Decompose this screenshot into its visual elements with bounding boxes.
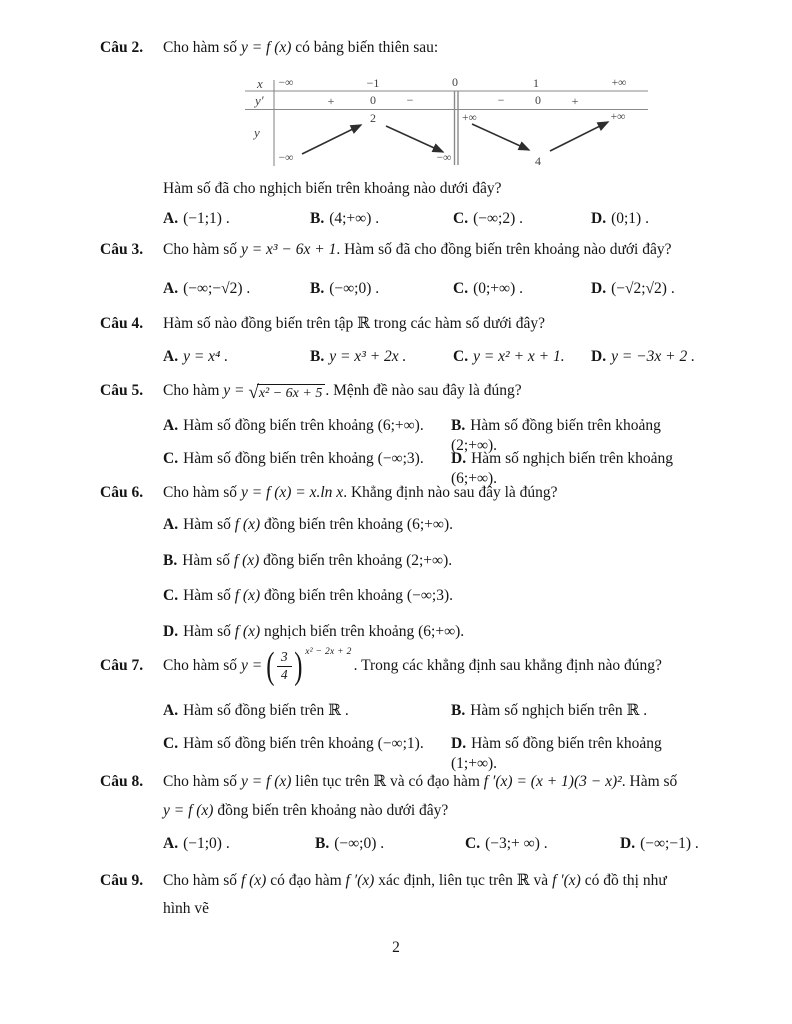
option-b [310, 209, 453, 229]
question-2-text [163, 39, 438, 56]
question-2-label: Câu 2. [100, 39, 144, 56]
table-yprime-zero: 0 [535, 93, 541, 107]
option-c [453, 347, 591, 367]
question-7-stem [100, 645, 715, 687]
option-c [163, 734, 451, 774]
square-root [248, 383, 325, 403]
q6-t1: Cho hàm số [163, 484, 241, 501]
q6-math: y = f (x) = x.ln x [240, 484, 344, 501]
option-text: (−∞;0) . [329, 280, 380, 297]
q8-math-R: ℝ [373, 773, 387, 790]
option-key: C. [163, 450, 179, 467]
q4-t2: trong các hàm số dưới đây? [370, 315, 546, 332]
table-x-value: 0 [452, 75, 458, 89]
option-text: Hàm số đồng biến trên ℝ . [183, 702, 349, 719]
option-a [163, 347, 310, 367]
question-8-label: Câu 8. [100, 773, 144, 790]
radicand: x² − 6x + 5 [257, 384, 326, 403]
option-text: (−∞;0) . [334, 835, 385, 852]
table-x-value: −∞ [278, 77, 294, 89]
q9-t4: và [529, 872, 553, 889]
option-key: C. [163, 735, 179, 752]
q2-t1: Cho hàm số [163, 39, 241, 56]
variation-table [245, 75, 648, 168]
option-math: f (x) [233, 551, 260, 569]
option-key: A. [163, 702, 179, 719]
page-number: 2 [392, 939, 400, 956]
table-y-after-bar: +∞ [462, 112, 477, 124]
option-b [310, 279, 453, 299]
q5-t2: . Mệnh đề nào sau đây là đúng? [325, 382, 522, 399]
option-key: B. [451, 417, 466, 434]
question-4-label: Câu 4. [100, 315, 144, 332]
table-x-label: x [257, 76, 263, 91]
q8-math1: y = f (x) [240, 773, 292, 790]
q9-math1: f (x) [240, 872, 267, 889]
option-text: đồng biến trên khoảng (6;+∞). [260, 516, 453, 533]
q5-math-lhs: y = [223, 382, 245, 399]
question-3-label: Câu 3. [100, 241, 144, 258]
option-text: Hàm số đồng biến trên khoảng (−∞;3). [183, 450, 424, 467]
option-text: Hàm số [183, 622, 235, 640]
option-text: Hàm số nghịch biến trên khoảng (6;+∞). [451, 450, 673, 488]
option-text: (−∞;2) . [473, 210, 523, 227]
q2-t2: có bảng biến thiên sau: [291, 39, 439, 56]
q6-t2: . Khẳng định nào sau đây là đúng? [343, 484, 558, 501]
option-text: (−1;0) . [183, 835, 230, 852]
option-key: A. [163, 348, 179, 365]
q7-t2: . Trong các khẳng định sau khẳng định nào đúng? [353, 657, 662, 675]
q8-math-derivative: f ′(x) = (x + 1)(3 − x)² [483, 773, 622, 790]
question-4-text [163, 315, 545, 332]
option-c [163, 586, 708, 606]
q9-math2: f ′(x) [345, 872, 375, 889]
question-3-options [163, 279, 708, 299]
q7-math-lhs: y = [240, 657, 263, 675]
fraction [277, 649, 292, 682]
option-d [591, 347, 708, 367]
q4-t1: Hàm số nào đồng biến trên tập [163, 315, 358, 332]
option-key: B. [315, 835, 330, 852]
option-key: C. [453, 210, 469, 227]
option-text: y = x³ + 2x . [329, 348, 407, 365]
q3-math: y = x³ − 6x + 1 [240, 241, 337, 258]
table-yprime-zero: 0 [370, 93, 376, 107]
option-text: Hàm số nghịch biến trên ℝ . [470, 702, 648, 719]
option-key: D. [591, 280, 607, 297]
q9-math-R: ℝ [516, 872, 530, 889]
q4-math-R: ℝ [357, 315, 371, 332]
question-6-stem [100, 483, 715, 503]
option-math: f (x) [234, 516, 261, 533]
q9-t2: có đạo hàm [266, 872, 346, 889]
question-6-text [163, 484, 558, 501]
option-b [163, 551, 708, 571]
table-x-value: −1 [366, 76, 380, 90]
q9-math3: f ′(x) [552, 872, 581, 889]
question-8-options [163, 834, 708, 854]
option-text: y = x² + x + 1. [473, 348, 565, 365]
question-7-label: Câu 7. [100, 657, 144, 675]
fraction-numerator: 3 [280, 649, 288, 665]
option-key: B. [310, 348, 325, 365]
option-a [163, 701, 451, 721]
option-text: (−∞;−1) . [640, 835, 699, 852]
option-text: Hàm số đồng biến trên khoảng (1;+∞). [451, 735, 662, 773]
table-y-label: y [254, 125, 260, 140]
option-math: f (x) [234, 587, 261, 605]
table-y-valley: 4 [535, 154, 541, 168]
option-d [591, 279, 708, 299]
option-text: (0;1) . [611, 210, 649, 227]
option-text: y = x⁴ . [183, 348, 229, 365]
q8-t4: . Hàm số [621, 773, 678, 790]
option-key: D. [591, 348, 607, 365]
q2-question-text: Hàm số đã cho nghịch biến trên khoảng nào dưới đây? [163, 180, 502, 197]
q9-line2: hình vẽ [163, 900, 210, 917]
option-b [310, 347, 453, 367]
table-y-peak: 2 [370, 111, 376, 125]
table-yprime-sign: + [571, 94, 579, 108]
table-y-start: −∞ [278, 152, 294, 164]
q9-t1: Cho hàm số [163, 872, 241, 889]
option-d [451, 734, 708, 774]
table-yprime-sign: − [497, 93, 505, 107]
option-text: (−3;+ ∞) . [485, 835, 548, 852]
option-text: Hàm số đồng biến trên khoảng (2;+∞). [451, 417, 661, 455]
option-c [453, 279, 591, 299]
option-text: Hàm số [183, 516, 235, 533]
option-key: A. [163, 417, 179, 434]
option-c [465, 834, 620, 854]
option-key: B. [451, 702, 466, 719]
q8-math2: y = f (x) [163, 802, 214, 819]
option-key: C. [453, 280, 469, 297]
question-7-options-row1 [163, 701, 708, 721]
question-2-options [163, 209, 708, 229]
option-math: f (x) [234, 622, 261, 640]
question-3-stem [100, 240, 715, 260]
option-key: C. [163, 587, 179, 605]
option-key: C. [453, 348, 469, 365]
option-key: D. [451, 735, 467, 752]
option-key: B. [310, 280, 325, 297]
option-key: D. [163, 622, 179, 640]
option-text: (0;+∞) . [473, 280, 523, 297]
option-text: (−∞;−√2) . [183, 280, 251, 297]
option-key: B. [310, 210, 325, 227]
option-text: y = −3x + 2 . [611, 348, 695, 365]
table-y-before-bar: −∞ [436, 152, 452, 164]
option-text: (−√2;√2) . [611, 280, 675, 297]
option-d [163, 622, 708, 642]
close-paren: ) [293, 645, 303, 687]
radical-sign: √ [248, 382, 259, 403]
option-key: A. [163, 280, 179, 297]
q8-t2: liên tục trên [291, 773, 374, 790]
option-a [163, 834, 315, 854]
table-yprime-sign: + [327, 94, 335, 108]
option-text: nghịch biến trên khoảng (6;+∞). [260, 622, 465, 640]
option-text: (−1;1) . [183, 210, 230, 227]
q8-t3: và có đạo hàm [386, 773, 484, 790]
option-a [163, 209, 310, 229]
exponent: x² − 2x + 2 [305, 647, 352, 657]
question-3-text [163, 241, 672, 258]
question-8-stem [100, 772, 715, 792]
option-key: D. [620, 835, 636, 852]
question-6-options [163, 515, 708, 658]
q9-t5: có đồ thị như [580, 872, 667, 889]
option-text: Hàm số [182, 551, 234, 569]
question-5-label: Câu 5. [100, 382, 144, 399]
q2-math: y = f (x) [240, 39, 292, 56]
question-8-stem-line2 [163, 801, 715, 821]
option-b [451, 701, 708, 721]
option-b [315, 834, 465, 854]
option-key: C. [465, 835, 481, 852]
option-text: đồng biến trên khoảng (2;+∞). [259, 551, 453, 569]
option-d [591, 209, 708, 229]
question-6-label: Câu 6. [100, 484, 144, 501]
fraction-denominator: 4 [277, 666, 292, 683]
option-a [163, 279, 310, 299]
option-key: B. [163, 551, 178, 569]
question-9-stem-line2 [163, 899, 715, 919]
question-8-text [163, 773, 677, 790]
table-yprime-sign: − [406, 93, 414, 107]
option-text: Hàm số [183, 587, 235, 605]
option-key: D. [591, 210, 607, 227]
question-9-stem [100, 871, 715, 891]
q8-t1: Cho hàm số [163, 773, 241, 790]
question-9-text [163, 872, 667, 889]
option-text: đồng biến trên khoảng (−∞;3). [260, 587, 453, 605]
question-7-options-row2 [163, 734, 708, 774]
option-key: D. [451, 450, 467, 467]
option-key: A. [163, 516, 179, 533]
question-4-stem [100, 314, 715, 334]
q3-t1: Cho hàm số [163, 241, 241, 258]
table-x-value: +∞ [611, 77, 627, 89]
fraction-power [264, 645, 352, 687]
option-text: Hàm số đồng biến trên khoảng (−∞;1). [183, 735, 424, 752]
table-x-value: 1 [533, 76, 539, 90]
q5-t1: Cho hàm [163, 382, 224, 399]
question-9-label: Câu 9. [100, 872, 144, 889]
option-text: (4;+∞) . [329, 210, 380, 227]
q3-t2: . Hàm số đã cho đồng biến trên khoảng nào dưới đây? [336, 241, 672, 258]
question-2-stem [100, 38, 715, 58]
option-a [163, 515, 708, 535]
q8-t5: đồng biến trên khoảng nào dưới đây? [213, 802, 449, 819]
q7-t1: Cho hàm số [163, 657, 238, 675]
q9-t3: xác định, liên tục trên [374, 872, 517, 889]
table-yprime-label: y′ [255, 93, 264, 108]
question-2-question [163, 179, 715, 199]
option-key: A. [163, 835, 179, 852]
question-5-text [163, 382, 522, 403]
option-text: Hàm số đồng biến trên khoảng (6;+∞). [183, 417, 424, 434]
option-d [620, 834, 708, 854]
table-y-end: +∞ [610, 111, 626, 123]
question-5-stem [100, 381, 715, 403]
option-c [453, 209, 591, 229]
option-key: A. [163, 210, 179, 227]
question-4-options [163, 347, 708, 367]
open-paren: ( [266, 645, 275, 687]
